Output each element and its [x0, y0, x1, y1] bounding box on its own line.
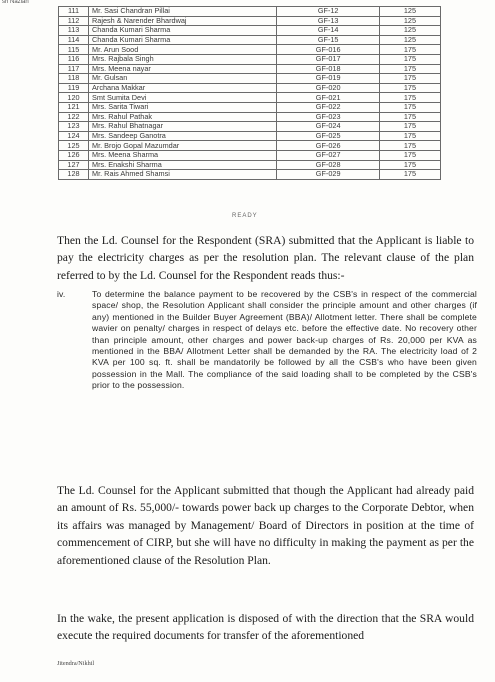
unit-number: GF-022 [277, 102, 379, 112]
unit-area: 175 [379, 102, 440, 112]
unit-area: 175 [379, 54, 440, 64]
table-row [59, 131, 441, 141]
paragraph-applicant-submission: The Ld. Counsel for the Applicant submitted that though the Applicant had already paid an amount of Rs. 55,000/- towards power back up charges to the Corporate Debtor, when its affairs was managed by Management/ Board of Directors in position at the time of commencement of CIRP, but she will have no difficulty in making the payment as per the aforementioned clause of the Resolution Plan. [57, 484, 474, 567]
table-row [59, 74, 441, 84]
row-number: 120 [59, 93, 89, 103]
unit-area: 175 [379, 141, 440, 151]
unit-number: GF-018 [277, 64, 379, 74]
table-row [59, 26, 441, 36]
table-row [59, 102, 441, 112]
allottee-name: Mr. Sasi Chandran Pillai [89, 7, 277, 17]
table-row [59, 54, 441, 64]
row-number: 114 [59, 35, 89, 45]
table-row [59, 83, 441, 93]
paragraph-respondent-submission: Then the Ld. Counsel for the Respondent (SRA) submitted that the Applicant is liable to pay the electricity charges as per the resolution plan. The relevant clause of the plan referred to by the Ld. Counsel for the Respondent reads thus:- [57, 234, 474, 282]
unit-number: GF-025 [277, 131, 379, 141]
allottee-table [58, 6, 441, 180]
unit-number: GF-15 [277, 35, 379, 45]
row-number: 124 [59, 131, 89, 141]
unit-area: 175 [379, 131, 440, 141]
unit-area: 175 [379, 160, 440, 170]
unit-area: 175 [379, 45, 440, 55]
unit-area: 125 [379, 16, 440, 26]
unit-number: GF-020 [277, 83, 379, 93]
unit-area: 175 [379, 83, 440, 93]
table-row [59, 16, 441, 26]
allottee-name: Mrs. Sandeep Ganotra [89, 131, 277, 141]
row-number: 112 [59, 16, 89, 26]
allottee-table-body [59, 7, 441, 180]
row-number: 118 [59, 74, 89, 84]
table-row [59, 7, 441, 17]
unit-area: 125 [379, 7, 440, 17]
unit-number: GF-023 [277, 112, 379, 122]
table-row [59, 112, 441, 122]
unit-number: GF-028 [277, 160, 379, 170]
table-row [59, 45, 441, 55]
row-number: 113 [59, 26, 89, 36]
paragraph-disposal: In the wake, the present application is disposed of with the direction that the SRA would execute the required documents for transfer of the aforementioned [57, 612, 474, 643]
allottee-name: Mrs. Rajbala Singh [89, 54, 277, 64]
allottee-name: Mr. Brojo Gopal Mazumdar [89, 141, 277, 151]
allottee-name: Chanda Kumari Sharma [89, 35, 277, 45]
table-row [59, 160, 441, 170]
allottee-name: Chanda Kumari Sharma [89, 26, 277, 36]
unit-area: 125 [379, 35, 440, 45]
row-number: 117 [59, 64, 89, 74]
unit-number: GF-026 [277, 141, 379, 151]
row-number: 128 [59, 170, 89, 180]
unit-number: GF-019 [277, 74, 379, 84]
allottee-name: Mrs. Sarita Tiwari [89, 102, 277, 112]
unit-number: GF-017 [277, 54, 379, 64]
row-number: 125 [59, 141, 89, 151]
unit-number: GF-024 [277, 122, 379, 132]
unit-area: 175 [379, 170, 440, 180]
allottee-name: Mrs. Meena nayar [89, 64, 277, 74]
table-row [59, 141, 441, 151]
allottee-name: Rajesh & Narender Bhardwaj [89, 16, 277, 26]
unit-number: GF-14 [277, 26, 379, 36]
row-number: 111 [59, 7, 89, 17]
unit-area: 175 [379, 150, 440, 160]
table-row [59, 64, 441, 74]
clause-text: To determine the balance payment to be recovered by the CSB's in respect of the commercial space/ shop, the Resolution Applicant shall consider the principle amount and other charges (if any) mentioned in the Builder Buyer Agreement (BBA)/ Allotment letter. There shall be complete wavier on penalty/ charges in respect of delays etc. before the effective date. No recovery other than principle amount, other charges and power back-up charges of Rs. 20,000 per KVA as mentioned in the BBA/ Allotment Letter shall be demanded by the RA. The electricity load of 2 KVA per 100 sq. ft. shall be mandatorily be followed by all the CSB's who have been given possession in the Mall. The compliance of the said loading shall to be completed by the CSB's prior to the possession. [92, 289, 477, 391]
unit-number: GF-029 [277, 170, 379, 180]
row-number: 115 [59, 45, 89, 55]
allottee-name: Mrs. Meena Sharma [89, 150, 277, 160]
unit-area: 125 [379, 26, 440, 36]
table-row [59, 150, 441, 160]
unit-area: 175 [379, 112, 440, 122]
unit-number: GF-021 [277, 93, 379, 103]
row-number: 122 [59, 112, 89, 122]
allottee-name: Mrs. Rahul Bhatnagar [89, 122, 277, 132]
clause-number: iv. [57, 289, 66, 299]
footer-initials: Jitendra/Nikhil [57, 660, 95, 667]
allottee-name: Mrs. Rahul Pathak [89, 112, 277, 122]
unit-area: 175 [379, 64, 440, 74]
unit-area: 175 [379, 93, 440, 103]
allottee-name: Mr. Arun Sood [89, 45, 277, 55]
row-number: 119 [59, 83, 89, 93]
row-number: 121 [59, 102, 89, 112]
allottee-name: Mrs. Enakshi Sharma [89, 160, 277, 170]
unit-number: GF-13 [277, 16, 379, 26]
allottee-name: Mr. Rais Ahmed Shamsi [89, 170, 277, 180]
table-row [59, 35, 441, 45]
row-number: 127 [59, 160, 89, 170]
allottee-name: Archana Makkar [89, 83, 277, 93]
table-row [59, 93, 441, 103]
allottee-name: Mr. Gulsan [89, 74, 277, 84]
unit-area: 175 [379, 74, 440, 84]
row-number: 123 [59, 122, 89, 132]
unit-number: GF-016 [277, 45, 379, 55]
corner-note: sh Nazian [2, 0, 29, 5]
allottee-name: Smt Sumita Devi [89, 93, 277, 103]
row-number: 126 [59, 150, 89, 160]
row-number: 116 [59, 54, 89, 64]
unit-number: GF-12 [277, 7, 379, 17]
ready-mark: READY [232, 213, 258, 219]
table-row [59, 170, 441, 180]
table-row [59, 122, 441, 132]
unit-area: 175 [379, 122, 440, 132]
unit-number: GF-027 [277, 150, 379, 160]
